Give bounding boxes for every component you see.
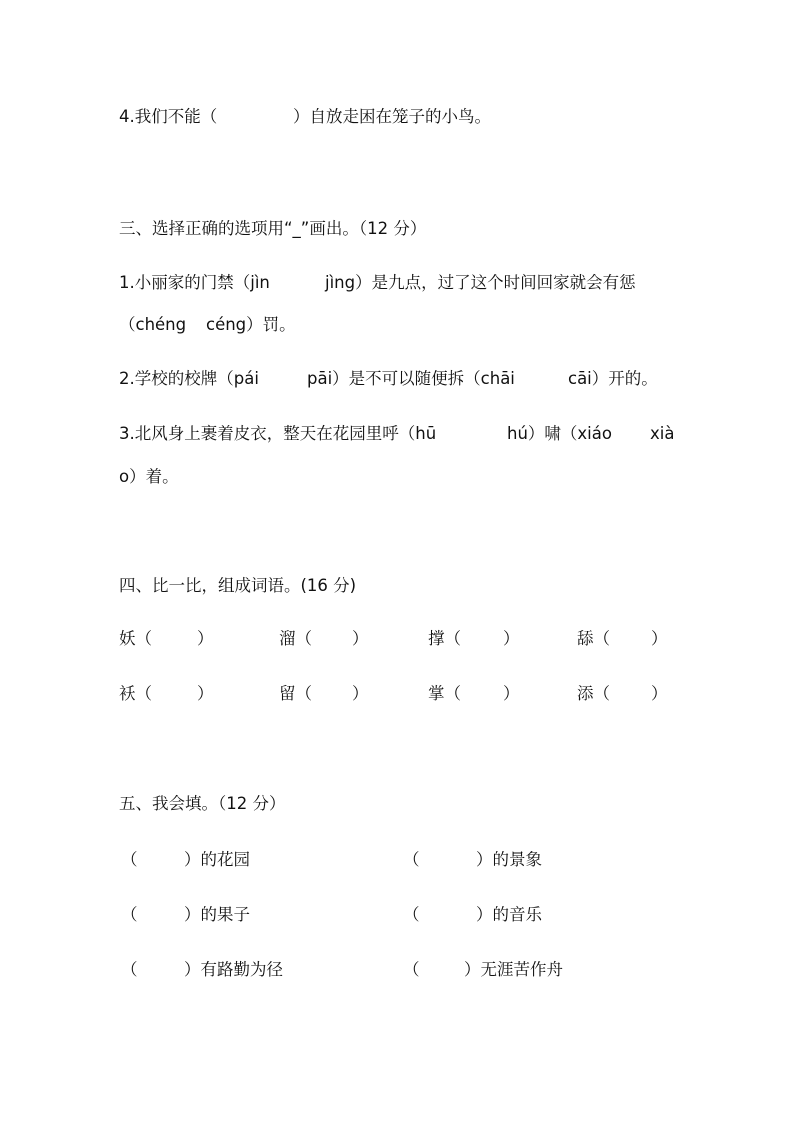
fill-blank-3: ）的果子: [184, 905, 250, 924]
word-slot-4-close: ）: [651, 629, 668, 648]
word-slot-1-close: ）: [197, 629, 214, 648]
item-2-option-b: pāi）是不可以随便拆（chāi: [307, 369, 515, 388]
fill-blank-4: ）的音乐: [476, 905, 542, 924]
fill-blank-5-open: （: [121, 960, 138, 979]
item-1-option-c: （chéng: [119, 315, 187, 334]
section-3-item-3-line-2: o）着。: [119, 467, 179, 486]
item-2-option-c: cāi）开的。: [568, 369, 658, 388]
fill-blank-6: ）无涯苦作舟: [464, 960, 563, 979]
item-3-option-b: hú）啸（xiáo: [507, 424, 612, 443]
section-5-heading: 五、我会填。（12 分）: [119, 794, 286, 813]
word-slot-2: 溜（: [279, 629, 312, 648]
fill-blank-1-open: （: [121, 850, 138, 869]
item-3-option-c: xià: [650, 424, 675, 443]
question-4-suffix: ）自放走困在笼子的小鸟。: [293, 107, 491, 126]
word-slot-3: 撑（: [428, 629, 461, 648]
item-1-option-b: jìng）是九点，过了这个时间回家就会有惩: [325, 273, 636, 292]
fill-blank-1: ）的花园: [184, 850, 250, 869]
word-slot-8: 添（: [577, 684, 610, 703]
word-slot-5: 袄（: [119, 684, 152, 703]
item-1-option-d: céng）罚。: [206, 315, 296, 334]
item-2-text-a: 2.学校的校牌（pái: [119, 369, 259, 388]
word-slot-2-close: ）: [352, 629, 369, 648]
section-3-heading: 三、选择正确的选项用“_”画出。（12 分）: [119, 219, 427, 238]
fill-blank-2-open: （: [403, 850, 420, 869]
fill-blank-4-open: （: [403, 905, 420, 924]
item-1-text-a: 1.小丽家的门禁（jìn: [119, 273, 270, 292]
word-slot-4: 舔（: [577, 629, 610, 648]
question-4-prefix: 4.我们不能（: [119, 107, 218, 126]
word-slot-5-close: ）: [197, 684, 214, 703]
word-slot-1: 妖（: [119, 629, 152, 648]
word-slot-8-close: ）: [651, 684, 668, 703]
word-slot-3-close: ）: [503, 629, 520, 648]
word-slot-7: 掌（: [428, 684, 461, 703]
item-3-text-a: 3.北风身上裹着皮衣，整天在花园里呼（hū: [119, 424, 437, 443]
fill-blank-6-open: （: [403, 960, 420, 979]
section-4-heading: 四、比一比，组成词语。(16 分): [119, 576, 357, 595]
word-slot-6: 留（: [279, 684, 312, 703]
fill-blank-2: ）的景象: [476, 850, 542, 869]
fill-blank-5: ）有路勤为径: [184, 960, 283, 979]
fill-blank-3-open: （: [121, 905, 138, 924]
word-slot-6-close: ）: [352, 684, 369, 703]
word-slot-7-close: ）: [503, 684, 520, 703]
